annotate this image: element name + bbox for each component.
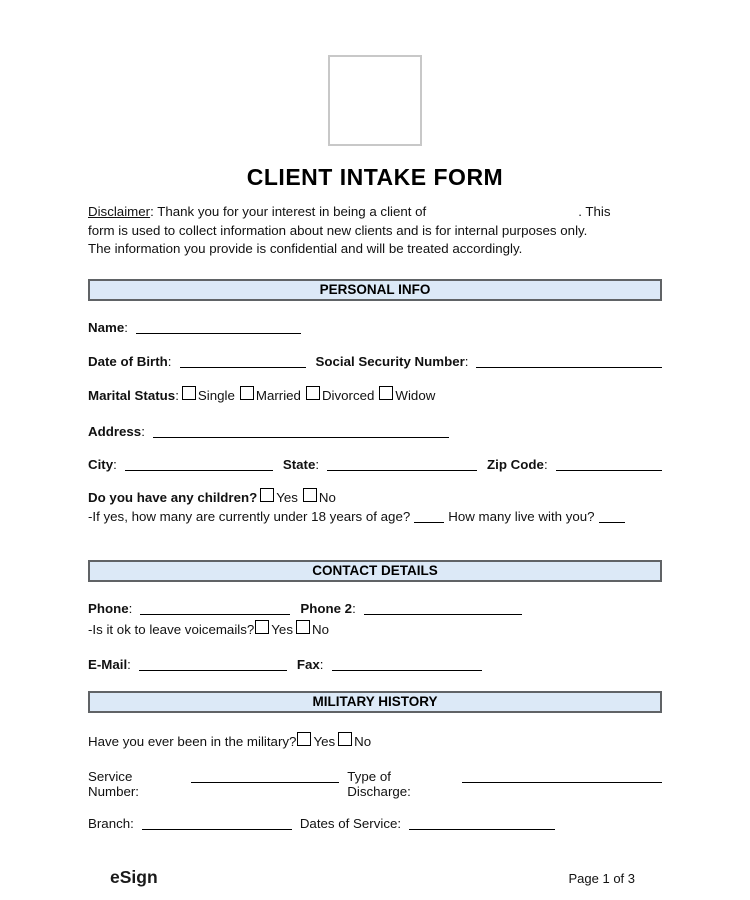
page-indicator: Page 1 of 3 — [568, 871, 635, 886]
checkbox-divorced[interactable] — [306, 386, 320, 400]
checkbox-voicemail-yes[interactable] — [255, 620, 269, 634]
section-header-military-history — [88, 691, 662, 713]
children-followup-row — [88, 509, 662, 524]
fax-field[interactable] — [332, 667, 482, 671]
address-field[interactable] — [153, 434, 449, 438]
phone-row — [88, 601, 662, 616]
military-no-label: No — [354, 733, 372, 749]
city-state-zip-row — [88, 457, 662, 472]
email-field[interactable] — [139, 667, 287, 671]
ssn-label: Social Security Number: — [315, 353, 469, 369]
phone2-field[interactable] — [364, 611, 522, 615]
name-label: Name: — [88, 319, 128, 335]
discharge-label: Type of Discharge: — [347, 768, 411, 799]
disclaimer-line3: The information you provide is confidential and will be treated accordingly. — [88, 241, 523, 256]
disclaimer-label: Disclaimer — [88, 204, 151, 219]
branch-field[interactable] — [142, 826, 292, 830]
military-question-label: Have you ever been in the military? — [88, 733, 297, 749]
ssn-field[interactable] — [476, 364, 662, 368]
phone-label: Phone: — [88, 600, 133, 616]
checkbox-children-no[interactable] — [303, 488, 317, 502]
military-question-row — [88, 732, 662, 749]
section-title: PERSONAL INFO — [319, 281, 431, 297]
dob-ssn-row — [88, 354, 662, 369]
city-label: City: — [88, 456, 117, 472]
email-fax-row — [88, 657, 662, 672]
page-footer — [0, 867, 750, 888]
zip-field[interactable] — [556, 467, 662, 471]
voicemail-yes-label: Yes — [271, 621, 293, 637]
checkbox-military-yes[interactable] — [297, 732, 311, 746]
section-title: CONTACT DETAILS — [312, 562, 438, 578]
service-number-field[interactable] — [191, 779, 339, 783]
checkbox-label-single: Single — [197, 387, 235, 403]
esign-logo: eSign — [110, 867, 158, 887]
checkbox-children-yes[interactable] — [260, 488, 274, 502]
fax-label: Fax: — [296, 656, 324, 672]
voicemail-question-row — [88, 620, 662, 637]
checkbox-label-widow: Widow — [395, 387, 436, 403]
section-title: MILITARY HISTORY — [312, 693, 438, 709]
name-row — [88, 320, 662, 335]
dates-of-service-field[interactable] — [409, 826, 555, 830]
children-under18-field[interactable] — [414, 519, 444, 523]
children-question-row — [88, 488, 662, 505]
dob-label: Date of Birth: — [88, 353, 172, 369]
state-field[interactable] — [327, 467, 477, 471]
address-label: Address: — [88, 423, 145, 439]
children-yes-label: Yes — [276, 489, 298, 505]
military-yes-label: Yes — [313, 733, 336, 749]
section-header-contact-details — [88, 560, 662, 582]
marital-status-label: Marital Status: — [88, 387, 179, 403]
checkbox-label-married: Married — [255, 387, 301, 403]
checkbox-married[interactable] — [240, 386, 254, 400]
page-title: CLIENT INTAKE FORM — [246, 164, 504, 190]
disclaimer-line2: form is used to collect information about new clients and is for internal purposes only. — [88, 222, 588, 238]
service-number-row — [88, 769, 662, 799]
disclaimer-text-before-blank: : Thank you for your interest in being a client of — [150, 204, 427, 219]
email-label: E-Mail: — [88, 656, 131, 672]
children-followup-under18-label: -If yes, how many are currently under 18 years of age? — [88, 508, 411, 524]
checkbox-voicemail-no[interactable] — [296, 620, 310, 634]
discharge-field[interactable] — [462, 779, 662, 783]
company-name-blank[interactable] — [426, 215, 578, 216]
section-header-personal-info — [88, 279, 662, 301]
voicemail-no-label: No — [311, 621, 329, 637]
phone2-label: Phone 2: — [300, 600, 356, 616]
service-number-label: Service Number: — [88, 768, 139, 799]
children-followup-live-label: How many live with you? — [448, 508, 595, 524]
voicemail-question-label: -Is it ok to leave voicemails? — [88, 621, 255, 637]
checkbox-widow[interactable] — [379, 386, 393, 400]
disclaimer-text-after-blank: . This — [578, 204, 611, 219]
city-field[interactable] — [125, 467, 273, 471]
marital-status-row — [88, 386, 662, 403]
zip-label: Zip Code: — [487, 456, 548, 472]
checkbox-military-no[interactable] — [338, 732, 352, 746]
dob-field[interactable] — [180, 364, 306, 368]
name-field[interactable] — [136, 330, 301, 334]
address-row — [88, 424, 662, 439]
phone-field[interactable] — [140, 611, 290, 615]
branch-row — [88, 816, 662, 831]
disclaimer-paragraph — [88, 203, 662, 259]
dates-of-service-label: Dates of Service: — [299, 815, 402, 831]
children-no-label: No — [318, 489, 336, 505]
checkbox-single[interactable] — [182, 386, 196, 400]
children-question-label: Do you have any children? — [88, 489, 258, 505]
state-label: State: — [282, 456, 320, 472]
branch-label: Branch: — [88, 815, 134, 831]
checkbox-label-divorced: Divorced — [321, 387, 375, 403]
logo-placeholder-box — [328, 55, 422, 146]
children-live-with-field[interactable] — [599, 519, 625, 523]
